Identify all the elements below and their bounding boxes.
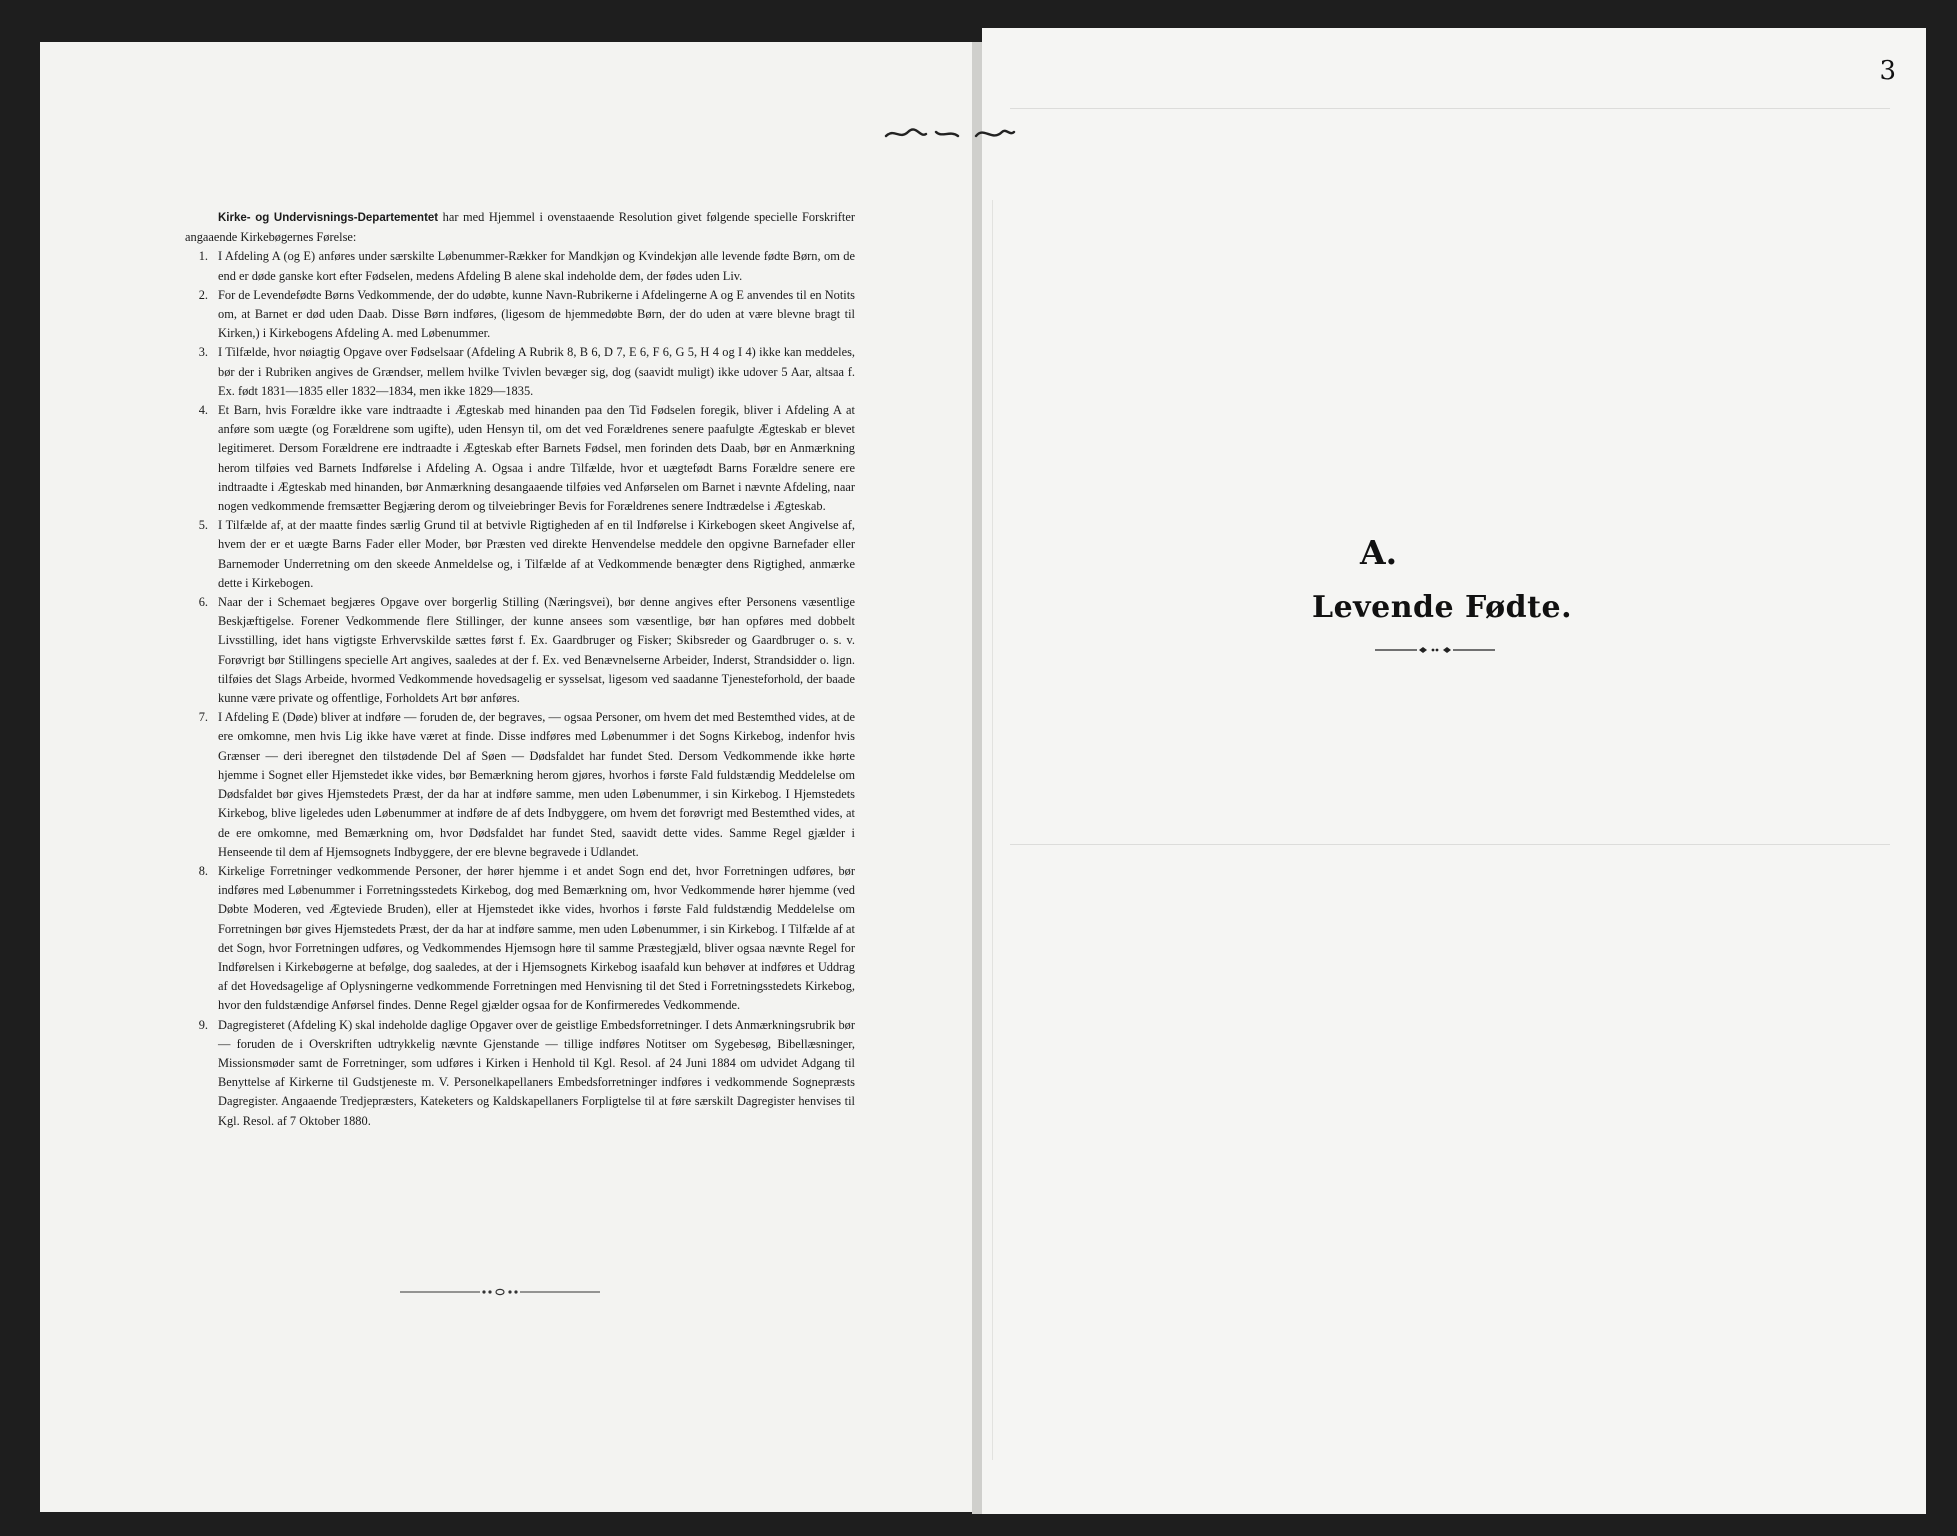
rule-number: 2.: [198, 287, 208, 302]
ruled-line: [1010, 844, 1890, 845]
book-gutter: [972, 42, 982, 1514]
rule-text: I Afdeling E (Døde) bliver at indføre — foruden de, der begraves, — ogsaa Personer, om hvem det med Bestemthed vides, at de ere omkomne, men hvis Lig ikke have været at finde. Disse indføres med Løbenummer i det Sogns Kirkebog, indenfor hvis Grænser — deri iberegnet den tilstødende Del af Søen — Dødsfaldet har fundet Sted. Dersom Vedkommende ikke hørte hjemme i Sognet eller Hjemstedet ikke vides, bør Bemærkning herom gjøres, hvorhos i første Fald fuldstændig Meddelelse om Dødsfaldet bør gives Hjemstedets Præst, der da har at indføre samme, men uden Løbenummer, i sin Kirkebog. I Hjemstedets Kirkebog, blive ligeledes uden Løbenummer at indføre de af dets Indbyggere, om hvem det forøvrigt med Bestemthed vides, at de ere omkomne, med Bemærkning om, hvor Dødsfaldet har fundet Sted, saavidt dette vides. Samme Regel gjælder i Henseende til dem af Hjemsognets Indbyggere, der ere blevne begravede i Udlandet.: [218, 710, 855, 859]
rule-item: [185, 1016, 855, 1131]
ruled-line: [992, 200, 993, 1460]
ornament-divider: [400, 1286, 600, 1298]
rule-text: I Tilfælde, hvor nøiagtig Opgave over Fødselsaar (Afdeling A Rubrik 8, B 6, D 7, E 6, F 6, G 5, H 4 og I 4) ikke kan meddeles, bør der i Rubriken angives de Grændser, mellem hvilke Tvivlen bevæger sig, dog (saavidt muligt) ikke udover 5 Aar, altsaa f. Ex. født 1831—1835 eller 1832—1834, men ikke 1829—1835.: [218, 345, 855, 398]
rule-number: 3.: [198, 345, 208, 360]
rule-item: [185, 343, 855, 401]
right-page: [982, 28, 1926, 1514]
department-name: Kirke- og Undervisnings-Departementet: [218, 212, 439, 224]
rule-text: Naar der i Schemaet begjæres Opgave over borgerlig Stilling (Næringsvei), bør denne angives efter Personens væsentlige Beskjæftigelse. Forener Vedkommende flere Stillinger, der kunne ansees som væsentlige, bør han opføres med dobbelt Livsstilling, idet hans vigtigste Erhvervskilde sættes først f. Ex. Gaardbruger og Fisker; Skibsreder og Gaardbruger o. s. v. Forøvrigt bør Stillingens specielle Art angives, saaledes at der f. Ex. ved Benævnelserne Arbeider, Inderst, Strandsidder o. lign. tilføies det Slags Arbeide, hvormed Vedkommende hovedsagelig er sysselsat, ligesom ved saadanne Tjenesteforhold, der baade kunne være private og offentlige, Forholdets Art bør anføres.: [218, 595, 855, 706]
rule-number: 7.: [198, 710, 208, 725]
rule-item: [185, 593, 855, 708]
rule-item: [185, 286, 855, 344]
rule-number: 5.: [198, 518, 208, 533]
rule-number: 9.: [198, 1017, 208, 1032]
rule-text: Et Barn, hvis Forældre ikke vare indtraadte i Ægteskab med hinanden paa den Tid Fødselen foregik, bliver i Afdeling A at anføre som uægte (og Forældrene som ugifte), uden Hensyn til, om det ved Forældrenes senere paafulgte Ægteskab er blevet legitimeret. Dersom Forældrene ere indtraadte i Ægteskab efter Barnets Fødsel, men forinden dets Daab, bør en Anmærkning herom tilføies ved Barnets Indførelse i Afdeling A. Ogsaa i andre Tilfælde, hvor et uægtefødt Barns Forældre senere ere indtraadte i Ægteskab med hinanden, bør Anmærkning desangaaende tilføies ved Anførselen om Barnet i nævnte Afdeling, naar nogen vedkommende fremsætter Begjæring derom og tilveiebringer Bevis for Forældrenes senere Indtrædelse i Ægteskab.: [218, 403, 855, 514]
rule-item: [185, 247, 855, 285]
rule-item: [185, 708, 855, 862]
section-title: Levende Fødte.: [1312, 590, 1573, 625]
regulations-text: [185, 208, 855, 1131]
rule-item: [185, 862, 855, 1016]
ornament-divider: [1375, 644, 1495, 656]
rule-text: I Afdeling A (og E) anføres under særskilte Løbenummer-Rækker for Mandkjøn og Kvindekjøn alle levende fødte Børn, om de end er døde ganske kort efter Fødselen, medens Afdeling B alene skal indeholde dem, der fødes uden Liv.: [218, 249, 855, 283]
rule-number: 8.: [198, 863, 208, 878]
rule-text: I Tilfælde af, at der maatte findes særlig Grund til at betvivle Rigtigheden af en til Indførelse i Kirkebogen skeet Angivelse af, hvem der er et uægte Barns Fader eller Moder, bør Præsten ved direkte Henvendelse meddele den opgivne Barnefader eller Barnemoder Underretning om den skeede Anmeldelse og, i Tilfælde af at Vedkommende benægter dens Rigtighed, anmærke dette i Kirkebogen.: [218, 518, 855, 590]
rule-item: [185, 401, 855, 516]
rule-text: Kirkelige Forretninger vedkommende Personer, der hører hjemme i et andet Sogn end det, hvor Forretningen udføres, bør indføres med Løbenummer i Forretningsstedets Kirkebog, dog med Bemærkning om, hvor Vedkommende hører hjemme (ved Døbte Moderen, ved Ægteviede Bruden), eller at Hjemstedet ikke vides, hvorhos i første Fald fuldstændig Meddelelse om Forretningen bør gives Hjemstedets Præst, der da har at indføre samme, men uden Løbenummer, i sin Kirkebog. I Tilfælde af at det Sogn, hvor Forretningen udføres, og Vedkommendes Hjemsogn høre til samme Præstegjæld, bliver ogsaa nævnte Regel for Indførelsen i Kirkebøgerne at befølge, dog saaledes, at der i Hjemsognets Kirkebog isaafald kun behøver at indføres et Uddrag af det Hovedsagelige af Oplysningerne vedkommende Forretningen med Henvisning til det Sted i Forretningsstedets Kirkebog, hvor den fuldstændige Anførsel findes. Denne Regel gjælder ogsaa for de Konfirmeredes Vedkommende.: [218, 863, 855, 1013]
rule-number: 4.: [198, 403, 208, 418]
section-letter: A.: [1360, 533, 1398, 572]
page-number: 3: [1879, 56, 1896, 86]
rule-item: [185, 516, 855, 593]
rule-text: Dagregisteret (Afdeling K) skal indeholde daglige Opgaver over de geistlige Embedsforretninger. I dets Anmærkningsrubrik bør — foruden de i Overskriften udtrykkelig nævnte Gjenstande — tillige indføres Notitser om Sygebesøg, Bibellæsninger, Missionsmøder samt de Forretninger, som udføres i Kirken i Henhold til Kgl. Resol. af 24 Juni 1884 om udvidet Adgang til Benyttelse af Kirkerne til Gudstjeneste m. V. Personelkapellaners Embedsforretninger indføres i vedkommende Sognepræsts Dagregister. Angaaende Tredjepræsters, Kateketers og Kaldskapellaners Forpligtelse til at føre særskilt Dagregister henvises til Kgl. Resol. af 7 Oktober 1880.: [218, 1017, 855, 1128]
ruled-line: [1010, 108, 1890, 109]
rule-number: 6.: [198, 595, 208, 610]
handwritten-mark: [880, 122, 1020, 146]
rules-list: [185, 247, 855, 1130]
rule-text: For de Levendefødte Børns Vedkommende, der do udøbte, kunne Navn-Rubrikerne i Afdelingerne A og E anvendes til en Notits om, at Barnet er død uden Daab. Disse Børn indføres, (ligesom de hjemmedøbte Børn, der do uden at være blevne bragt til Kirken,) i Kirkebogens Afdeling A. med Løbenummer.: [218, 287, 855, 341]
intro-paragraph: [185, 208, 855, 247]
intro-text: har med Hjemmel i ovenstaaende Resolution givet følgende specielle Forskrifter angaaende Kirkebøgernes Førelse:: [185, 210, 855, 245]
rule-number: 1.: [198, 249, 208, 264]
